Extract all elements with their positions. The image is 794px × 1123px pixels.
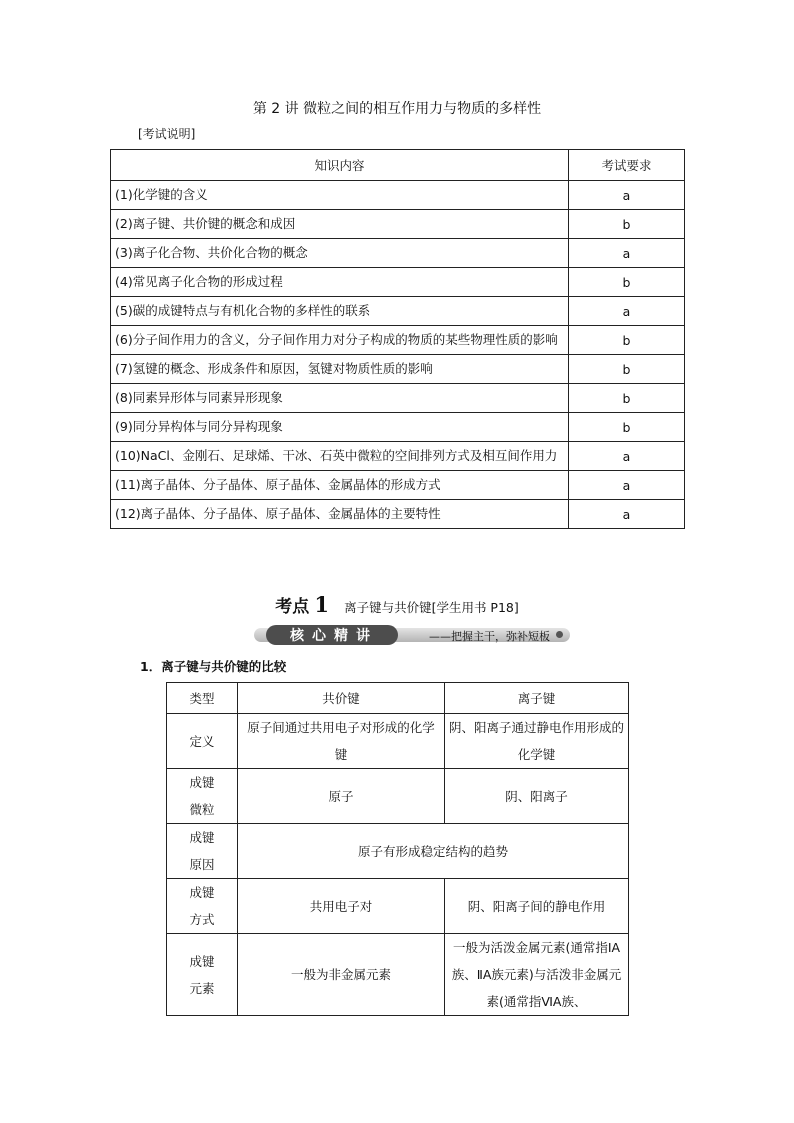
table-row — [167, 769, 629, 824]
table-header-row — [111, 150, 685, 181]
row-content: (9)同分异构体与同分异构现象 — [111, 413, 569, 442]
banner-tagline: ——把握主干，弥补短板 — [429, 630, 550, 643]
kaodian-prefix: 考点 — [275, 597, 310, 617]
table-row — [167, 824, 629, 879]
row-content: (12)离子晶体、分子晶体、原子晶体、金属晶体的主要特性 — [111, 500, 569, 529]
exam-label: [考试说明] — [138, 127, 196, 141]
row-content: (2)离子键、共价键的概念和成因 — [111, 210, 569, 239]
header-ionic: 离子键 — [445, 683, 629, 714]
row-key-text: 成键方式 — [189, 885, 215, 927]
cell-covalent: 一般为非金属元素 — [238, 934, 445, 1016]
table-row — [111, 413, 685, 442]
row-level: b — [569, 413, 685, 442]
row-level: a — [569, 181, 685, 210]
table-row — [167, 879, 629, 934]
row-content: (11)离子晶体、分子晶体、原子晶体、金属晶体的形成方式 — [111, 471, 569, 500]
table-header-row — [167, 683, 629, 714]
table-row — [111, 210, 685, 239]
table-row — [167, 934, 629, 1016]
cell-ionic: 阴、阳离子通过静电作用形成的化学键 — [445, 714, 629, 769]
row-level: b — [569, 384, 685, 413]
section-heading — [0, 592, 794, 617]
table-row — [167, 714, 629, 769]
header-covalent: 共价键 — [238, 683, 445, 714]
row-key — [167, 824, 238, 879]
row-level: a — [569, 239, 685, 268]
requirements-table — [110, 149, 685, 529]
table-row — [111, 268, 685, 297]
bullet-dot-icon — [556, 631, 563, 638]
table-row — [111, 297, 685, 326]
cell-merged: 原子有形成稳定结构的趋势 — [238, 824, 629, 879]
row-key — [167, 879, 238, 934]
cell-ionic: 阴、阳离子 — [445, 769, 629, 824]
core-banner — [254, 625, 570, 645]
cell-covalent: 原子间通过共用电子对形成的化学键 — [238, 714, 445, 769]
row-key-text: 成键元素 — [189, 953, 215, 996]
banner-label: 核心精讲 — [266, 625, 398, 645]
table-row — [111, 471, 685, 500]
row-level: b — [569, 355, 685, 384]
row-content: (8)同素异形体与同素异形现象 — [111, 384, 569, 413]
header-content: 知识内容 — [111, 150, 569, 181]
header-type: 类型 — [167, 683, 238, 714]
subsection-heading: 1．离子键与共价键的比较 — [140, 659, 287, 674]
cell-covalent: 共用电子对 — [238, 879, 445, 934]
row-content: (7)氢键的概念、形成条件和原因，氢键对物质性质的影响 — [111, 355, 569, 384]
row-content: (10)NaCl、金刚石、足球烯、干冰、石英中微粒的空间排列方式及相互间作用力 — [111, 442, 569, 471]
row-key-text: 成键微粒 — [189, 775, 215, 817]
kaodian-number: 1 — [314, 592, 329, 617]
row-level: a — [569, 500, 685, 529]
row-content: (6)分子间作用力的含义，分子间作用力对分子构成的物质的某些物理性质的影响 — [111, 326, 569, 355]
comparison-table — [166, 682, 629, 1016]
table-row — [111, 326, 685, 355]
row-content: (3)离子化合物、共价化合物的概念 — [111, 239, 569, 268]
row-content: (5)碳的成键特点与有机化合物的多样性的联系 — [111, 297, 569, 326]
row-content: (1)化学键的含义 — [111, 181, 569, 210]
row-level: a — [569, 297, 685, 326]
table-row — [111, 384, 685, 413]
row-key — [167, 769, 238, 824]
row-level: a — [569, 471, 685, 500]
table-row — [111, 239, 685, 268]
row-content: (4)常见离子化合物的形成过程 — [111, 268, 569, 297]
kaodian-subtitle: 离子键与共价键[学生用书 P18] — [344, 600, 519, 615]
table-row — [111, 181, 685, 210]
cell-ionic: 一般为活泼金属元素(通常指ⅠA族、ⅡA族元素)与活泼非金属元素(通常指ⅥA族、 — [445, 934, 629, 1016]
table-row — [111, 355, 685, 384]
row-key — [167, 934, 238, 1016]
row-key: 定义 — [167, 714, 238, 769]
table-row — [111, 500, 685, 529]
row-level: b — [569, 326, 685, 355]
row-key-text: 成键原因 — [189, 830, 215, 872]
page-title: 第 2 讲 微粒之间的相互作用力与物质的多样性 — [252, 101, 542, 117]
row-level: b — [569, 210, 685, 239]
row-level: a — [569, 442, 685, 471]
row-level: b — [569, 268, 685, 297]
table-row — [111, 442, 685, 471]
header-level: 考试要求 — [569, 150, 685, 181]
cell-ionic: 阴、阳离子间的静电作用 — [445, 879, 629, 934]
cell-covalent: 原子 — [238, 769, 445, 824]
